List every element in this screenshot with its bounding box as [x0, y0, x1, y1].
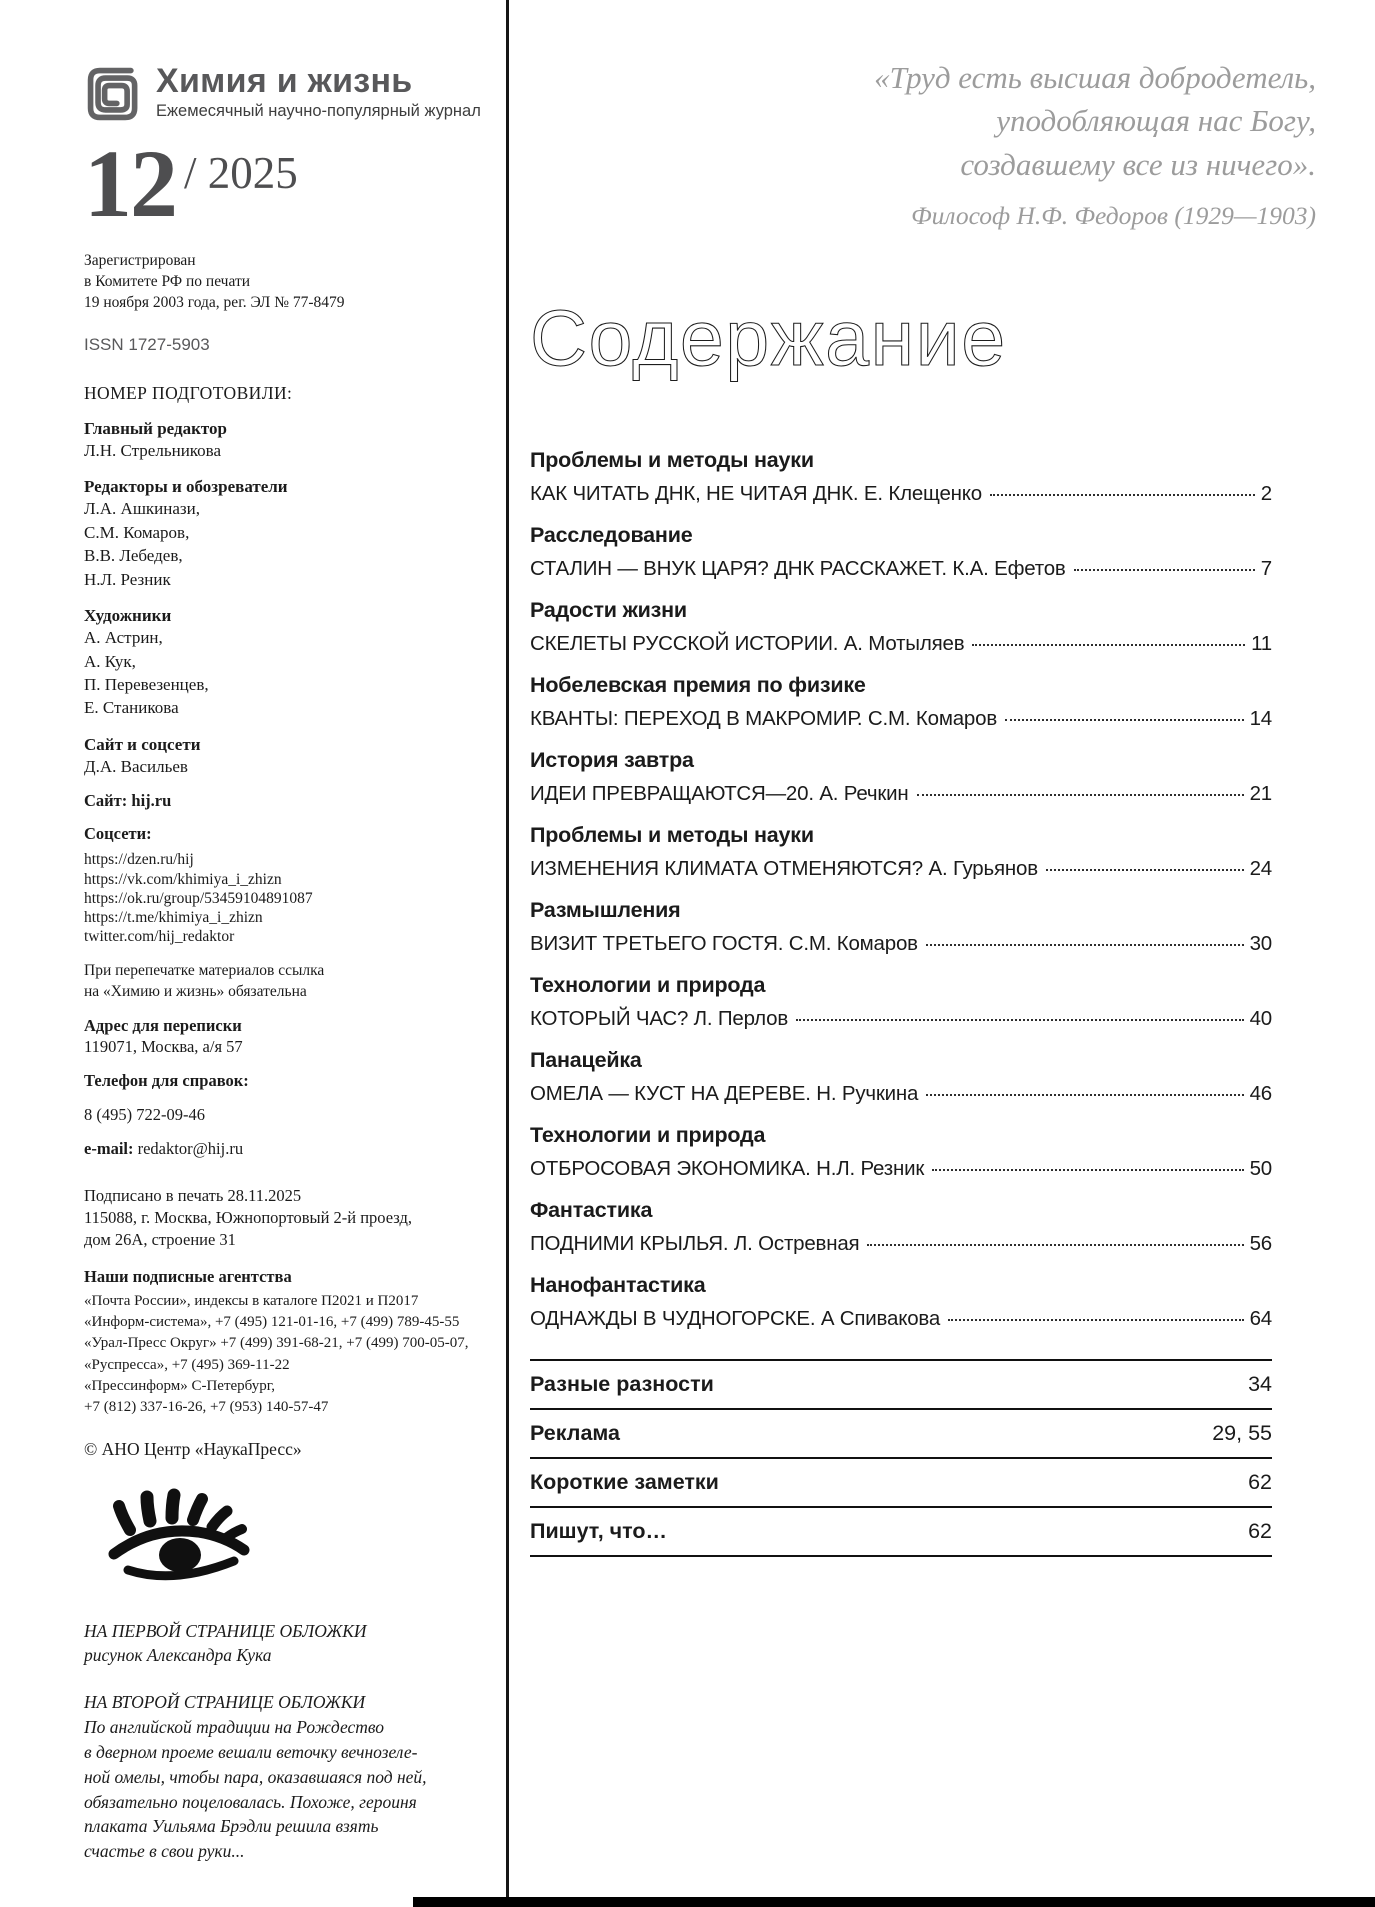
phone-value: 8 (495) 722-09-46: [84, 1105, 205, 1125]
staff-member-name: Н.Л. Резник: [84, 569, 171, 589]
toc-page-number: 24: [1249, 857, 1272, 881]
toc-page-number: 11: [1251, 632, 1272, 656]
toc-footer-page: 34: [1248, 1372, 1272, 1397]
copyright-line: © АНО Центр «НаукаПресс»: [84, 1438, 302, 1459]
toc-footer-row: [530, 1459, 1272, 1508]
cover-note-line: По английской традиции на Рождество: [84, 1717, 385, 1738]
contents-column: [530, 56, 1316, 1557]
staff-heading: НОМЕР ПОДГОТОВИЛИ:: [84, 382, 293, 403]
quote-line: создавшему все из ничего».: [960, 146, 1316, 182]
toc-list: [530, 448, 1272, 1331]
toc-entry: [530, 1198, 1272, 1256]
toc-item-line: [530, 1082, 1272, 1106]
front-cover-note: [84, 1619, 488, 1669]
second-cover-note: [84, 1690, 488, 1864]
subscription-title: Наши подписные агентства: [84, 1266, 292, 1286]
toc-entry: [530, 673, 1272, 731]
cover-note-line: обязательно поцеловалась. Похоже, героиня: [84, 1791, 417, 1812]
social-link: https://t.me/khimiya_i_zhizn: [84, 908, 263, 926]
toc-entry: [530, 598, 1272, 656]
registration-line: 19 ноября 2003 года, рег. ЭЛ № 77-8479: [84, 293, 345, 311]
dot-leader: [926, 1094, 1243, 1096]
toc-item-line: [530, 782, 1272, 806]
staff-group-title: Художники: [84, 606, 172, 626]
social-link: https://vk.com/khimiya_i_zhizn: [84, 870, 282, 888]
toc-item-title: ИДЕИ ПРЕВРАЩАЮТСЯ—20. А. Речкин: [530, 782, 909, 806]
issue-number: 12: [84, 130, 176, 237]
toc-footer-label: Короткие заметки: [530, 1470, 719, 1495]
staff-member-name: С.М. Комаров,: [84, 522, 190, 542]
staff-group-title: Главный редактор: [84, 418, 227, 438]
dot-leader: [1074, 569, 1255, 571]
toc-entry: [530, 748, 1272, 806]
social-link: https://ok.ru/group/53459104891087: [84, 889, 313, 907]
toc-page-number: 64: [1249, 1307, 1272, 1331]
toc-rubric: Расследование: [530, 523, 693, 548]
toc-item-title: ОТБРОСОВАЯ ЭКОНОМИКА. Н.Л. Резник: [530, 1157, 925, 1181]
registration-line: в Комитете РФ по печати: [84, 272, 251, 290]
subscription-line: «Урал-Пресс Округ» +7 (499) 391-68-21, +7 (499) 700-05-07,: [84, 1335, 469, 1352]
staff-group: [84, 419, 488, 462]
dot-leader: [972, 644, 1245, 646]
print-info-line: Подписано в печать 28.11.2025: [84, 1186, 302, 1206]
address-value: 119071, Москва, а/я 57: [84, 1036, 243, 1056]
social-link: https://dzen.ru/hij: [84, 851, 194, 869]
toc-item-line: [530, 1007, 1272, 1031]
toc-item-title: ОДНАЖДЫ В ЧУДНОГОРСКЕ. А Спивакова: [530, 1307, 941, 1331]
phone-label: Телефон для справок:: [84, 1071, 249, 1091]
print-info-line: 115088, г. Москва, Южнопортовый 2-й проезд,: [84, 1208, 413, 1228]
toc-entry: [530, 1273, 1272, 1331]
staff-group: [84, 735, 488, 778]
epigraph-quote: [530, 56, 1316, 186]
email-value: redaktor@hij.ru: [137, 1139, 244, 1159]
dot-leader: [990, 494, 1255, 496]
spiral-logo-icon: [84, 64, 144, 129]
staff-member-name: В.В. Лебедев,: [84, 546, 183, 566]
bottom-edge-bar: [413, 1897, 1375, 1907]
quote-line: «Труд есть высшая добродетель,: [874, 60, 1316, 95]
dot-leader: [796, 1019, 1244, 1021]
toc-page-number: 2: [1260, 482, 1272, 506]
cover-note-line: счастье в свои руки...: [84, 1841, 245, 1862]
toc-footer-page: 29, 55: [1212, 1421, 1272, 1446]
toc-page-number: 40: [1249, 1007, 1272, 1031]
toc-page-number: 50: [1249, 1157, 1272, 1181]
toc-item-title: КВАНТЫ: ПЕРЕХОД В МАКРОМИР. С.М. Комаров: [530, 707, 998, 731]
toc-footer-row: [530, 1410, 1272, 1459]
toc-footer-label: Пишут, что…: [530, 1519, 668, 1544]
subscription-line: «Почта России», индексы в каталоге П2021 и П2017: [84, 1292, 419, 1309]
social-label-line: [84, 824, 488, 844]
dot-leader: [948, 1319, 1244, 1321]
registration-line: Зарегистрирован: [84, 251, 196, 269]
toc-item-title: КАК ЧИТАТЬ ДНК, НЕ ЧИТАЯ ДНК. Е. Клещенко: [530, 482, 982, 506]
toc-page-number: 7: [1260, 557, 1272, 581]
subscription-line: +7 (812) 337-16-26, +7 (953) 140-57-47: [84, 1399, 329, 1416]
issn-number: ISSN 1727-5903: [84, 334, 210, 354]
brand-text: [156, 64, 481, 121]
cover-note-line: плаката Уильяма Брэдли решила взять: [84, 1816, 379, 1837]
toc-item-title: ИЗМЕНЕНИЯ КЛИМАТА ОТМЕНЯЮТСЯ? А. Гурьянов: [530, 857, 1038, 881]
toc-item-line: [530, 632, 1272, 656]
issue-block: [84, 130, 488, 237]
toc-footer-page: 62: [1248, 1470, 1272, 1495]
toc-item-line: [530, 1157, 1272, 1181]
toc-rubric: Технологии и природа: [530, 1123, 766, 1148]
email-line: [84, 1139, 488, 1159]
toc-entry: [530, 1123, 1272, 1181]
dot-leader: [867, 1244, 1243, 1246]
staff-member-name: Д.А. Васильев: [84, 756, 188, 776]
toc-entry: [530, 823, 1272, 881]
staff-member-name: А. Кук,: [84, 651, 136, 671]
toc-item-title: КОТОРЫЙ ЧАС? Л. Перлов: [530, 1007, 789, 1031]
reprint-note: [84, 961, 488, 1003]
staff-group: [84, 477, 488, 591]
dot-leader: [926, 944, 1244, 946]
address-label: Адрес для переписки: [84, 1015, 242, 1035]
subscription-agencies: [84, 1291, 488, 1419]
social-link: twitter.com/hij_redaktor: [84, 928, 235, 946]
quote-attribution: Философ Н.Ф. Федоров (1929—1903): [911, 201, 1316, 231]
toc-item-title: ПОДНИМИ КРЫЛЬЯ. Л. Остревная: [530, 1232, 860, 1256]
toc-entry: [530, 898, 1272, 956]
registration-info: [84, 250, 488, 313]
toc-item-line: [530, 482, 1272, 506]
staff-group: [84, 606, 488, 720]
staff-member-name: Е. Станикова: [84, 698, 179, 718]
toc-footer-label: Реклама: [530, 1421, 620, 1446]
staff-groups: [84, 419, 488, 779]
email-label: e-mail:: [84, 1139, 134, 1159]
contents-title: Содержание: [530, 293, 1007, 383]
cover-note-line: рисунок Александра Кука: [84, 1645, 272, 1666]
staff-member-name: П. Перевезенцев,: [84, 674, 209, 694]
toc-item-line: [530, 932, 1272, 956]
staff-group-title: Сайт и соцсети: [84, 734, 201, 754]
toc-page-number: 30: [1249, 932, 1272, 956]
eye-logo-icon: [102, 1488, 488, 1595]
cover-note-line: в дверном проеме вешали веточку вечнозеле-: [84, 1741, 418, 1762]
toc-page-number: 46: [1249, 1082, 1272, 1106]
toc-item-title: СТАЛИН — ВНУК ЦАРЯ? ДНК РАССКАЖЕТ. К.А. Ефетов: [530, 557, 1066, 581]
toc-item-line: [530, 1232, 1272, 1256]
masthead-column: [84, 64, 488, 1864]
staff-member-name: А. Астрин,: [84, 628, 163, 648]
toc-rubric: Проблемы и методы науки: [530, 823, 814, 848]
toc-entry: [530, 523, 1272, 581]
toc-footer-row: [530, 1361, 1272, 1410]
toc-item-line: [530, 557, 1272, 581]
magazine-logo: [84, 64, 488, 129]
social-label: Соцсети:: [84, 824, 152, 844]
subscription-line: «Прессинформ» С-Петербург,: [84, 1377, 275, 1394]
dot-leader: [932, 1169, 1243, 1171]
toc-footer-page: 62: [1248, 1519, 1272, 1544]
toc-entry: [530, 973, 1272, 1031]
staff-member-name: Л.Н. Стрельникова: [84, 440, 222, 460]
site-url: hij.ru: [131, 791, 172, 811]
staff-member-name: Л.А. Ашкинази,: [84, 499, 200, 519]
cover-note-line: НА ПЕРВОЙ СТРАНИЦЕ ОБЛОЖКИ: [84, 1620, 367, 1641]
toc-footer-table: [530, 1359, 1272, 1557]
staff-group-title: Редакторы и обозреватели: [84, 477, 288, 497]
toc-entry: [530, 448, 1272, 506]
toc-rubric: Фантастика: [530, 1198, 653, 1223]
print-info-line: дом 26А, строение 31: [84, 1230, 236, 1249]
reprint-note-line: на «Химию и жизнь» обязательна: [84, 983, 307, 1001]
social-links: [84, 850, 488, 946]
quote-line: уподобляющая нас Богу,: [996, 103, 1316, 139]
toc-rubric: Размышления: [530, 898, 681, 923]
toc-rubric: Радости жизни: [530, 598, 687, 623]
dot-leader: [1046, 869, 1244, 871]
subscription-line: «Руспресса», +7 (495) 369-11-22: [84, 1356, 290, 1373]
toc-page-number: 14: [1249, 707, 1272, 731]
magazine-subtitle: Ежемесячный научно-популярный журнал: [156, 102, 481, 120]
toc-entry: [530, 1048, 1272, 1106]
toc-rubric: Проблемы и методы науки: [530, 448, 814, 473]
issue-year: / 2025: [184, 148, 298, 198]
site-line: [84, 791, 488, 811]
print-info: [84, 1185, 488, 1250]
toc-page-number: 21: [1249, 782, 1272, 806]
cover-note-line: ной омелы, чтобы пара, оказавшаяся под ней,: [84, 1766, 427, 1787]
toc-rubric: Нобелевская премия по физике: [530, 673, 866, 698]
cover-notes: [84, 1619, 488, 1865]
site-label: Сайт:: [84, 791, 128, 811]
toc-footer-label: Разные разности: [530, 1372, 714, 1397]
toc-rubric: Технологии и природа: [530, 973, 766, 998]
toc-item-title: ОМЕЛА — КУСТ НА ДЕРЕВЕ. Н. Ручкина: [530, 1082, 919, 1106]
toc-rubric: История завтра: [530, 748, 694, 773]
toc-page-number: 56: [1249, 1232, 1272, 1256]
toc-item-title: ВИЗИТ ТРЕТЬЕГО ГОСТЯ. С.М. Комаров: [530, 932, 918, 956]
reprint-note-line: При перепечатке материалов ссылка: [84, 962, 325, 980]
magazine-title: Химия и жизнь: [156, 62, 413, 100]
toc-rubric: Панацейка: [530, 1048, 642, 1073]
subscription-line: «Информ-система», +7 (495) 121-01-16, +7 (499) 789-45-55: [84, 1314, 460, 1331]
column-divider-rule: [506, 0, 509, 1905]
toc-item-line: [530, 1307, 1272, 1331]
toc-item-title: СКЕЛЕТЫ РУССКОЙ ИСТОРИИ. А. Мотыляев: [530, 632, 965, 656]
toc-item-line: [530, 857, 1272, 881]
toc-rubric: Нанофантастика: [530, 1273, 706, 1298]
toc-footer-row: [530, 1508, 1272, 1557]
toc-item-line: [530, 707, 1272, 731]
dot-leader: [1005, 719, 1244, 721]
cover-note-line: НА ВТОРОЙ СТРАНИЦЕ ОБЛОЖКИ: [84, 1692, 366, 1713]
dot-leader: [917, 794, 1244, 796]
